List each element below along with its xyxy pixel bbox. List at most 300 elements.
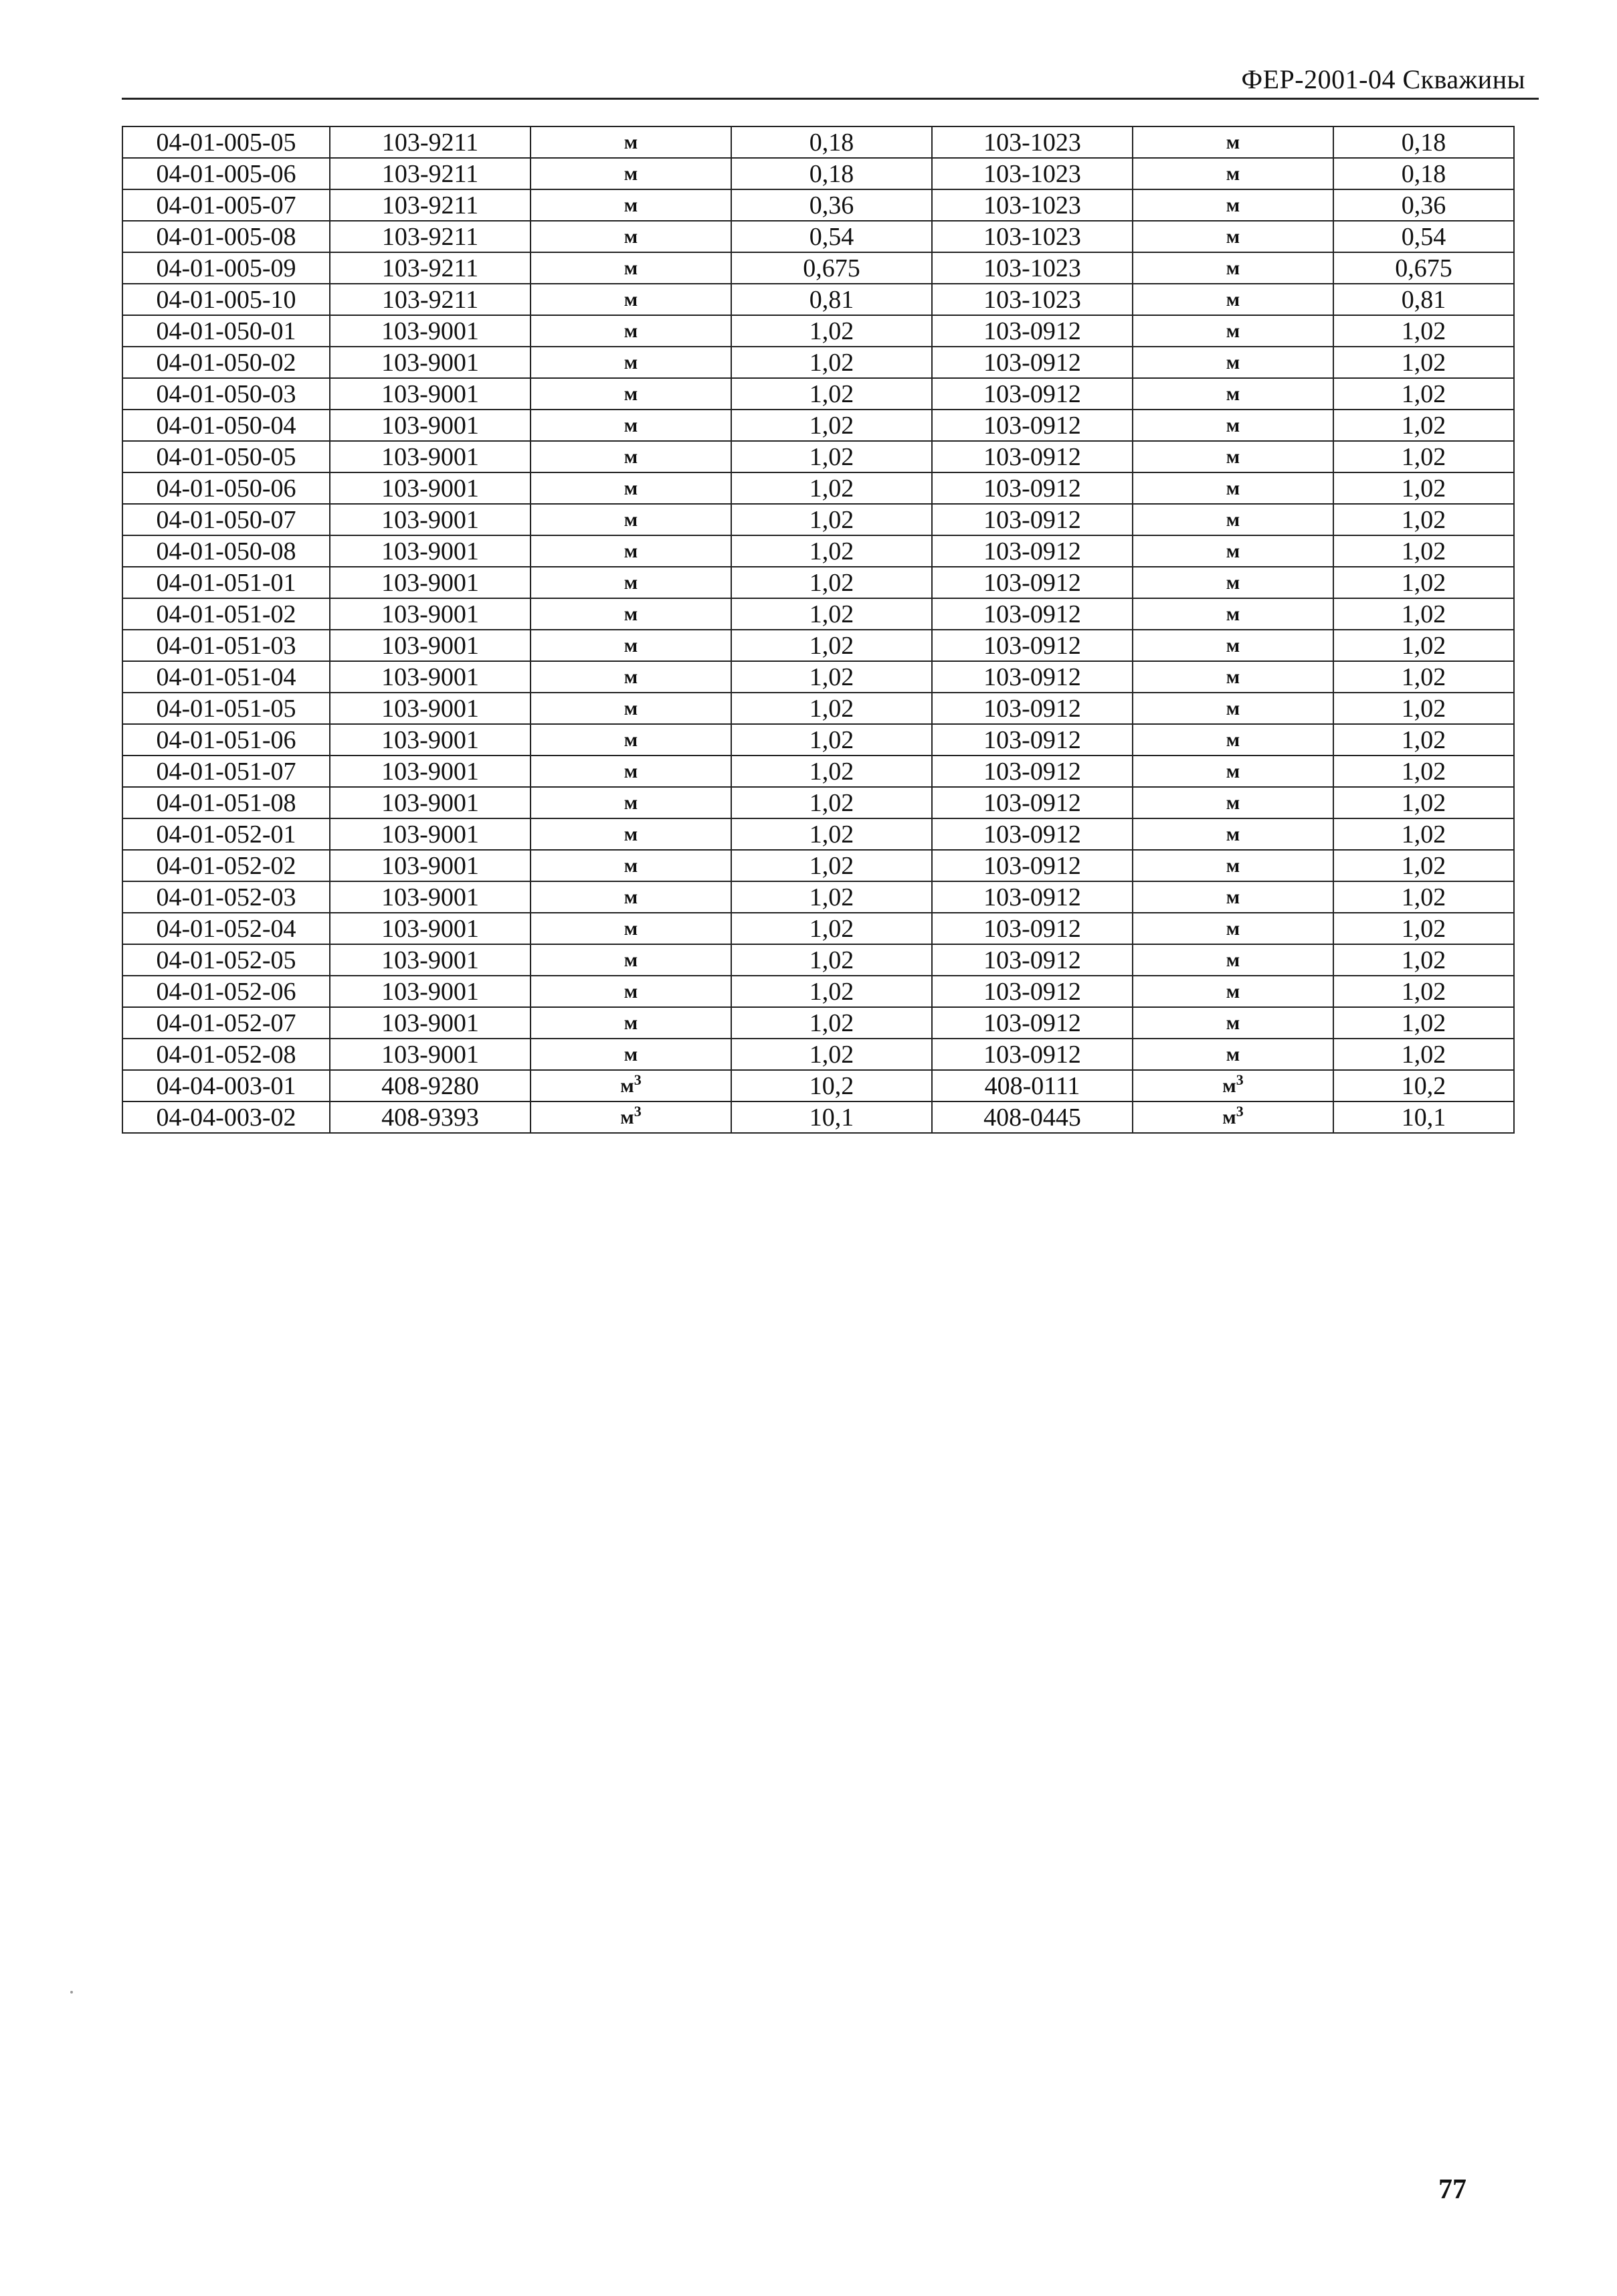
- table-row: [122, 1039, 1514, 1070]
- page-header: [122, 64, 1539, 100]
- cell-rate-code: [122, 315, 330, 347]
- cell-resource1-unit-text: м: [624, 948, 638, 971]
- cell-resource1-qty: [731, 913, 932, 944]
- table-row: [122, 881, 1514, 913]
- cell-resource2-qty-text: 1,02: [1401, 317, 1446, 345]
- table-row: [122, 944, 1514, 976]
- cell-resource2-qty: [1333, 504, 1514, 535]
- cell-resource2-qty-text: 1,02: [1401, 568, 1446, 597]
- cell-resource2-unit-text: м: [1226, 445, 1240, 468]
- cell-resource1-qty: [731, 189, 932, 221]
- cell-rate-code: [122, 756, 330, 787]
- cell-resource2-qty: [1333, 913, 1514, 944]
- page-number: 77: [1438, 2174, 1466, 2205]
- cell-resource2-unit-text: м: [1226, 162, 1240, 185]
- cell-resource1-code: [330, 189, 531, 221]
- cell-resource2-code-text: 103-0912: [983, 914, 1081, 943]
- cell-resource2-unit-text: м: [1226, 225, 1240, 248]
- cell-resource1-code: [330, 535, 531, 567]
- cell-resource2-unit-text: м: [1226, 697, 1240, 719]
- cell-resource2-unit: [1133, 818, 1333, 850]
- cell-resource2-qty-text: 0,81: [1401, 285, 1446, 314]
- cell-resource1-code-text: 103-9001: [381, 411, 479, 440]
- cell-resource2-qty-text: 10,2: [1401, 1071, 1446, 1100]
- cell-resource2-code: [932, 913, 1133, 944]
- cell-resource2-unit: [1133, 756, 1333, 787]
- cell-rate-code: [122, 881, 330, 913]
- cell-resource2-unit: [1133, 850, 1333, 881]
- cell-resource1-qty: [731, 976, 932, 1007]
- cell-resource1-unit: [531, 472, 731, 504]
- cell-resource1-code: [330, 410, 531, 441]
- cell-resource2-code-text: 103-0912: [983, 348, 1081, 377]
- cell-resource1-unit-text: м: [624, 791, 638, 814]
- cell-resource1-unit-text: м: [620, 1074, 634, 1097]
- cell-resource2-unit: [1133, 724, 1333, 756]
- cell-resource2-code: [932, 441, 1133, 472]
- cell-resource2-qty: [1333, 1039, 1514, 1070]
- cell-resource2-code: [932, 252, 1133, 284]
- cell-resource1-qty-text: 1,02: [809, 474, 854, 503]
- cell-resource1-unit: [531, 1007, 731, 1039]
- cell-resource2-code-text: 103-0912: [983, 757, 1081, 786]
- cell-resource2-code-text: 103-1023: [983, 222, 1081, 251]
- unit-exponent: 3: [634, 1102, 642, 1120]
- cell-resource1-code-text: 103-9001: [381, 505, 479, 534]
- cell-resource1-qty-text: 1,02: [809, 348, 854, 377]
- cell-resource2-qty-text: 1,02: [1401, 851, 1446, 880]
- cell-resource1-unit-text: м: [624, 571, 638, 594]
- cell-resource1-qty: [731, 567, 932, 598]
- cell-resource1-unit-text: м: [624, 665, 638, 688]
- cell-resource1-qty: [731, 126, 932, 158]
- cell-resource2-qty-text: 1,02: [1401, 663, 1446, 691]
- cell-resource1-unit-text: м: [624, 476, 638, 499]
- cell-resource2-code-text: 103-1023: [983, 128, 1081, 157]
- cell-resource1-code: [330, 1101, 531, 1133]
- cell-resource2-code: [932, 756, 1133, 787]
- cell-resource1-code: [330, 472, 531, 504]
- cell-resource1-code: [330, 315, 531, 347]
- cell-resource1-unit: [531, 315, 731, 347]
- cell-resource2-unit: [1133, 158, 1333, 189]
- cell-resource2-code-text: 103-0912: [983, 788, 1081, 817]
- cell-resource1-qty: [731, 693, 932, 724]
- table-row: [122, 504, 1514, 535]
- cell-resource2-qty: [1333, 976, 1514, 1007]
- table-row: [122, 598, 1514, 630]
- cell-resource2-unit: [1133, 504, 1333, 535]
- cell-resource1-unit: [531, 378, 731, 410]
- cell-resource1-unit-text: м: [624, 854, 638, 877]
- cell-resource1-code-text: 103-9001: [381, 1040, 479, 1069]
- table-row: [122, 535, 1514, 567]
- cell-resource2-code-text: 103-0912: [983, 505, 1081, 534]
- table-row: [122, 221, 1514, 252]
- cell-resource1-qty-text: 1,02: [809, 1040, 854, 1069]
- cell-resource2-qty: [1333, 661, 1514, 693]
- table-row: [122, 693, 1514, 724]
- cell-rate-code-text: 04-04-003-02: [156, 1103, 296, 1132]
- cell-resource1-qty-text: 1,02: [809, 411, 854, 440]
- cell-resource1-code-text: 103-9211: [381, 191, 479, 219]
- cell-resource1-qty: [731, 472, 932, 504]
- cell-resource2-code-text: 103-1023: [983, 191, 1081, 219]
- table-row: [122, 252, 1514, 284]
- table-row: [122, 913, 1514, 944]
- cell-rate-code: [122, 913, 330, 944]
- cell-resource2-qty-text: 1,02: [1401, 1008, 1446, 1037]
- cell-resource1-code-text: 103-9001: [381, 725, 479, 754]
- cell-resource2-unit-text: м: [1226, 476, 1240, 499]
- cell-resource1-code: [330, 126, 531, 158]
- cell-rate-code-text: 04-01-051-05: [156, 694, 296, 723]
- cell-resource2-code: [932, 535, 1133, 567]
- cell-resource2-qty: [1333, 252, 1514, 284]
- cell-rate-code-text: 04-01-050-02: [156, 348, 296, 377]
- cell-resource2-qty-text: 1,02: [1401, 442, 1446, 471]
- cell-resource2-unit-text: м: [1226, 130, 1240, 153]
- cell-resource2-unit-text: м: [1226, 665, 1240, 688]
- cell-rate-code: [122, 347, 330, 378]
- cell-rate-code: [122, 1007, 330, 1039]
- table-row: [122, 567, 1514, 598]
- cell-resource2-qty: [1333, 724, 1514, 756]
- cell-rate-code: [122, 252, 330, 284]
- cell-resource2-code: [932, 158, 1133, 189]
- cell-resource1-unit-text: м: [620, 1106, 634, 1128]
- cell-resource2-code-text: 103-0912: [983, 725, 1081, 754]
- cell-resource1-qty: [731, 158, 932, 189]
- table-row: [122, 850, 1514, 881]
- cell-resource2-unit-text: м: [1226, 634, 1240, 656]
- table-row: [122, 630, 1514, 661]
- cell-resource2-unit-text: м: [1226, 382, 1240, 405]
- cell-resource2-qty-text: 1,02: [1401, 883, 1446, 911]
- cell-resource1-unit: [531, 441, 731, 472]
- cell-resource1-code: [330, 158, 531, 189]
- cell-resource1-unit: [531, 567, 731, 598]
- table-row: [122, 1101, 1514, 1133]
- cell-resource2-unit: [1133, 944, 1333, 976]
- cell-rate-code-text: 04-01-050-03: [156, 379, 296, 408]
- cell-resource1-unit-text: м: [624, 602, 638, 625]
- cell-resource2-qty-text: 1,02: [1401, 411, 1446, 440]
- table-row: [122, 410, 1514, 441]
- cell-resource1-code-text: 103-9211: [381, 285, 479, 314]
- cell-rate-code-text: 04-01-052-04: [156, 914, 296, 943]
- cell-rate-code-text: 04-01-005-08: [156, 222, 296, 251]
- cell-rate-code: [122, 504, 330, 535]
- cell-resource1-qty: [731, 347, 932, 378]
- cell-resource1-unit: [531, 661, 731, 693]
- cell-resource2-code: [932, 850, 1133, 881]
- cell-resource2-unit: [1133, 976, 1333, 1007]
- cell-resource1-code: [330, 252, 531, 284]
- cell-resource1-unit-text: м: [624, 634, 638, 656]
- cell-rate-code: [122, 284, 330, 315]
- cell-resource1-qty: [731, 850, 932, 881]
- cell-resource2-code-text: 103-1023: [983, 159, 1081, 188]
- cell-resource1-unit-text: м: [624, 319, 638, 342]
- cell-resource1-qty: [731, 881, 932, 913]
- cell-resource1-qty-text: 1,02: [809, 317, 854, 345]
- cell-rate-code-text: 04-04-003-01: [156, 1071, 296, 1100]
- cell-resource2-unit: [1133, 410, 1333, 441]
- cell-resource1-unit: [531, 221, 731, 252]
- cell-resource2-unit: [1133, 252, 1333, 284]
- cell-resource2-unit: [1133, 1070, 1333, 1101]
- cell-resource1-unit-text: м: [624, 697, 638, 719]
- cell-resource2-unit-text: м: [1226, 1011, 1240, 1034]
- cell-resource2-unit: [1133, 189, 1333, 221]
- cell-resource2-code: [932, 378, 1133, 410]
- cell-rate-code-text: 04-01-052-02: [156, 851, 296, 880]
- cell-resource1-qty-text: 1,02: [809, 379, 854, 408]
- cell-resource2-qty: [1333, 881, 1514, 913]
- table-row: [122, 472, 1514, 504]
- cell-resource1-qty: [731, 661, 932, 693]
- cell-resource1-unit: [531, 189, 731, 221]
- cell-resource2-unit-text: м: [1226, 508, 1240, 531]
- cell-resource1-qty-text: 0,36: [809, 191, 854, 219]
- cell-resource2-unit-text: м: [1226, 351, 1240, 373]
- cell-resource1-code: [330, 881, 531, 913]
- cell-resource1-qty: [731, 315, 932, 347]
- cell-resource1-unit-text: м: [624, 508, 638, 531]
- cell-resource2-code-text: 103-0912: [983, 442, 1081, 471]
- unit-exponent: 3: [634, 1071, 642, 1088]
- scan-speck: [70, 1991, 73, 1994]
- cell-resource2-qty: [1333, 818, 1514, 850]
- cell-resource2-qty-text: 1,02: [1401, 820, 1446, 849]
- cell-rate-code-text: 04-01-052-01: [156, 820, 296, 849]
- cell-rate-code-text: 04-01-052-06: [156, 977, 296, 1006]
- table-row: [122, 1007, 1514, 1039]
- table-row: [122, 756, 1514, 787]
- cell-rate-code-text: 04-01-050-01: [156, 317, 296, 345]
- cell-resource1-unit: [531, 944, 731, 976]
- cell-rate-code-text: 04-01-051-03: [156, 631, 296, 660]
- cell-resource2-unit: [1133, 567, 1333, 598]
- cell-resource2-qty-text: 1,02: [1401, 379, 1446, 408]
- cell-resource2-qty-text: 1,02: [1401, 631, 1446, 660]
- cell-resource1-qty: [731, 535, 932, 567]
- cell-resource1-code-text: 103-9001: [381, 631, 479, 660]
- cell-resource2-code: [932, 661, 1133, 693]
- cell-resource1-code-text: 103-9211: [381, 254, 479, 282]
- cell-resource2-qty-text: 0,18: [1401, 159, 1446, 188]
- cell-rate-code-text: 04-01-005-10: [156, 285, 296, 314]
- table-row: [122, 189, 1514, 221]
- cell-resource1-unit: [531, 504, 731, 535]
- cell-resource2-qty: [1333, 189, 1514, 221]
- cell-resource2-qty: [1333, 535, 1514, 567]
- cell-resource1-code-text: 103-9001: [381, 694, 479, 723]
- cell-resource2-code-text: 103-0912: [983, 568, 1081, 597]
- cell-resource2-qty: [1333, 158, 1514, 189]
- cell-resource2-code: [932, 818, 1133, 850]
- cell-rate-code: [122, 1070, 330, 1101]
- cell-resource2-code-text: 103-0912: [983, 411, 1081, 440]
- cell-resource1-code: [330, 378, 531, 410]
- cell-resource2-unit-text: м: [1226, 414, 1240, 436]
- cell-resource1-unit: [531, 410, 731, 441]
- cell-resource2-qty: [1333, 944, 1514, 976]
- unit-exponent: 3: [1236, 1102, 1244, 1120]
- cell-resource1-unit: [531, 881, 731, 913]
- cell-resource2-unit-text: м: [1226, 1043, 1240, 1065]
- table-row: [122, 787, 1514, 818]
- cell-resource1-unit: [531, 1101, 731, 1133]
- cell-resource1-code: [330, 221, 531, 252]
- cell-resource1-qty-text: 1,02: [809, 757, 854, 786]
- cell-resource1-unit: [531, 818, 731, 850]
- cell-resource1-qty: [731, 787, 932, 818]
- cell-resource1-qty-text: 1,02: [809, 851, 854, 880]
- cell-resource2-code: [932, 221, 1133, 252]
- cell-resource2-code-text: 103-0912: [983, 317, 1081, 345]
- cell-rate-code-text: 04-01-050-08: [156, 537, 296, 565]
- cell-resource1-unit-text: м: [624, 382, 638, 405]
- cell-resource1-unit-text: м: [624, 445, 638, 468]
- cell-resource2-qty-text: 1,02: [1401, 725, 1446, 754]
- cell-resource2-code: [932, 504, 1133, 535]
- cell-resource2-qty-text: 1,02: [1401, 694, 1446, 723]
- cell-resource1-unit: [531, 252, 731, 284]
- cell-resource2-qty: [1333, 126, 1514, 158]
- cell-resource2-unit: [1133, 472, 1333, 504]
- cell-resource1-code-text: 103-9001: [381, 820, 479, 849]
- cell-resource1-code-text: 103-9001: [381, 851, 479, 880]
- cell-resource2-unit-text: м: [1226, 288, 1240, 311]
- cell-resource2-unit: [1133, 347, 1333, 378]
- cell-resource1-unit-text: м: [624, 728, 638, 751]
- cell-rate-code-text: 04-01-052-03: [156, 883, 296, 911]
- cell-resource2-unit-text: м: [1226, 571, 1240, 594]
- cell-resource1-unit-text: м: [624, 917, 638, 940]
- cell-resource2-code-text: 103-0912: [983, 977, 1081, 1006]
- cell-resource2-qty-text: 1,02: [1401, 600, 1446, 628]
- cell-resource2-code-text: 408-0111: [984, 1071, 1080, 1100]
- cell-resource1-code-text: 103-9001: [381, 379, 479, 408]
- cell-resource1-qty: [731, 410, 932, 441]
- cell-resource2-code: [932, 472, 1133, 504]
- cell-resource1-code: [330, 504, 531, 535]
- cell-resource1-qty-text: 0,18: [809, 159, 854, 188]
- cell-resource1-code-text: 408-9393: [381, 1103, 479, 1132]
- cell-rate-code: [122, 410, 330, 441]
- cell-resource1-code: [330, 693, 531, 724]
- table-row: [122, 158, 1514, 189]
- cell-resource1-code-text: 103-9001: [381, 348, 479, 377]
- cell-resource2-code-text: 103-1023: [983, 254, 1081, 282]
- cell-resource2-unit: [1133, 378, 1333, 410]
- cell-resource1-unit: [531, 724, 731, 756]
- cell-resource1-qty-text: 1,02: [809, 600, 854, 628]
- cell-resource1-unit-text: м: [624, 162, 638, 185]
- resource-table: [122, 126, 1515, 1134]
- cell-resource2-unit: [1133, 284, 1333, 315]
- cell-rate-code: [122, 693, 330, 724]
- cell-rate-code: [122, 535, 330, 567]
- cell-resource2-qty: [1333, 1007, 1514, 1039]
- cell-resource1-unit: [531, 158, 731, 189]
- cell-resource1-unit: [531, 693, 731, 724]
- cell-resource1-qty-text: 0,675: [803, 254, 860, 282]
- cell-resource1-qty: [731, 1070, 932, 1101]
- cell-resource2-code: [932, 567, 1133, 598]
- cell-resource1-qty-text: 1,02: [809, 977, 854, 1006]
- cell-resource1-unit-text: м: [624, 193, 638, 216]
- cell-resource1-code: [330, 1070, 531, 1101]
- cell-resource2-qty: [1333, 756, 1514, 787]
- cell-resource2-qty-text: 1,02: [1401, 757, 1446, 786]
- cell-resource2-qty: [1333, 1070, 1514, 1101]
- cell-resource1-qty: [731, 504, 932, 535]
- cell-resource1-code: [330, 976, 531, 1007]
- cell-resource2-qty-text: 10,1: [1401, 1103, 1446, 1132]
- cell-resource2-qty: [1333, 693, 1514, 724]
- cell-resource2-code: [932, 724, 1133, 756]
- cell-resource1-unit: [531, 787, 731, 818]
- cell-resource2-code-text: 408-0445: [983, 1103, 1081, 1132]
- cell-resource1-unit: [531, 850, 731, 881]
- cell-resource2-unit-text: м: [1226, 760, 1240, 782]
- cell-resource2-qty-text: 0,36: [1401, 191, 1446, 219]
- table-row: [122, 441, 1514, 472]
- cell-rate-code: [122, 787, 330, 818]
- cell-resource1-qty-text: 1,02: [809, 568, 854, 597]
- cell-resource1-unit: [531, 976, 731, 1007]
- cell-resource2-unit: [1133, 221, 1333, 252]
- cell-resource2-unit-text: м: [1226, 885, 1240, 908]
- cell-resource1-code-text: 103-9001: [381, 977, 479, 1006]
- cell-resource1-code-text: 103-9001: [381, 788, 479, 817]
- cell-resource2-code: [932, 410, 1133, 441]
- cell-resource1-qty-text: 1,02: [809, 505, 854, 534]
- cell-resource2-qty-text: 1,02: [1401, 977, 1446, 1006]
- cell-resource1-code-text: 103-9001: [381, 663, 479, 691]
- cell-rate-code-text: 04-01-051-01: [156, 568, 296, 597]
- cell-resource2-code: [932, 284, 1133, 315]
- cell-resource2-code: [932, 315, 1133, 347]
- cell-resource2-unit: [1133, 1039, 1333, 1070]
- cell-rate-code-text: 04-01-050-05: [156, 442, 296, 471]
- cell-resource2-qty: [1333, 787, 1514, 818]
- cell-resource1-code-text: 408-9280: [381, 1071, 479, 1100]
- cell-rate-code: [122, 661, 330, 693]
- cell-resource1-code: [330, 724, 531, 756]
- cell-resource2-unit: [1133, 661, 1333, 693]
- cell-resource1-unit: [531, 535, 731, 567]
- cell-resource1-qty: [731, 630, 932, 661]
- cell-resource2-code-text: 103-0912: [983, 663, 1081, 691]
- cell-resource2-code-text: 103-0912: [983, 474, 1081, 503]
- cell-resource2-unit-text: м: [1226, 539, 1240, 562]
- cell-resource1-code: [330, 347, 531, 378]
- cell-resource1-code-text: 103-9001: [381, 568, 479, 597]
- cell-rate-code-text: 04-01-051-04: [156, 663, 296, 691]
- table-row: [122, 284, 1514, 315]
- cell-rate-code: [122, 189, 330, 221]
- cell-resource2-unit-text: м: [1226, 917, 1240, 940]
- cell-resource2-qty-text: 1,02: [1401, 788, 1446, 817]
- cell-resource1-unit-text: м: [624, 539, 638, 562]
- cell-resource1-qty-text: 0,18: [809, 128, 854, 157]
- table-row: [122, 724, 1514, 756]
- cell-resource2-code: [932, 126, 1133, 158]
